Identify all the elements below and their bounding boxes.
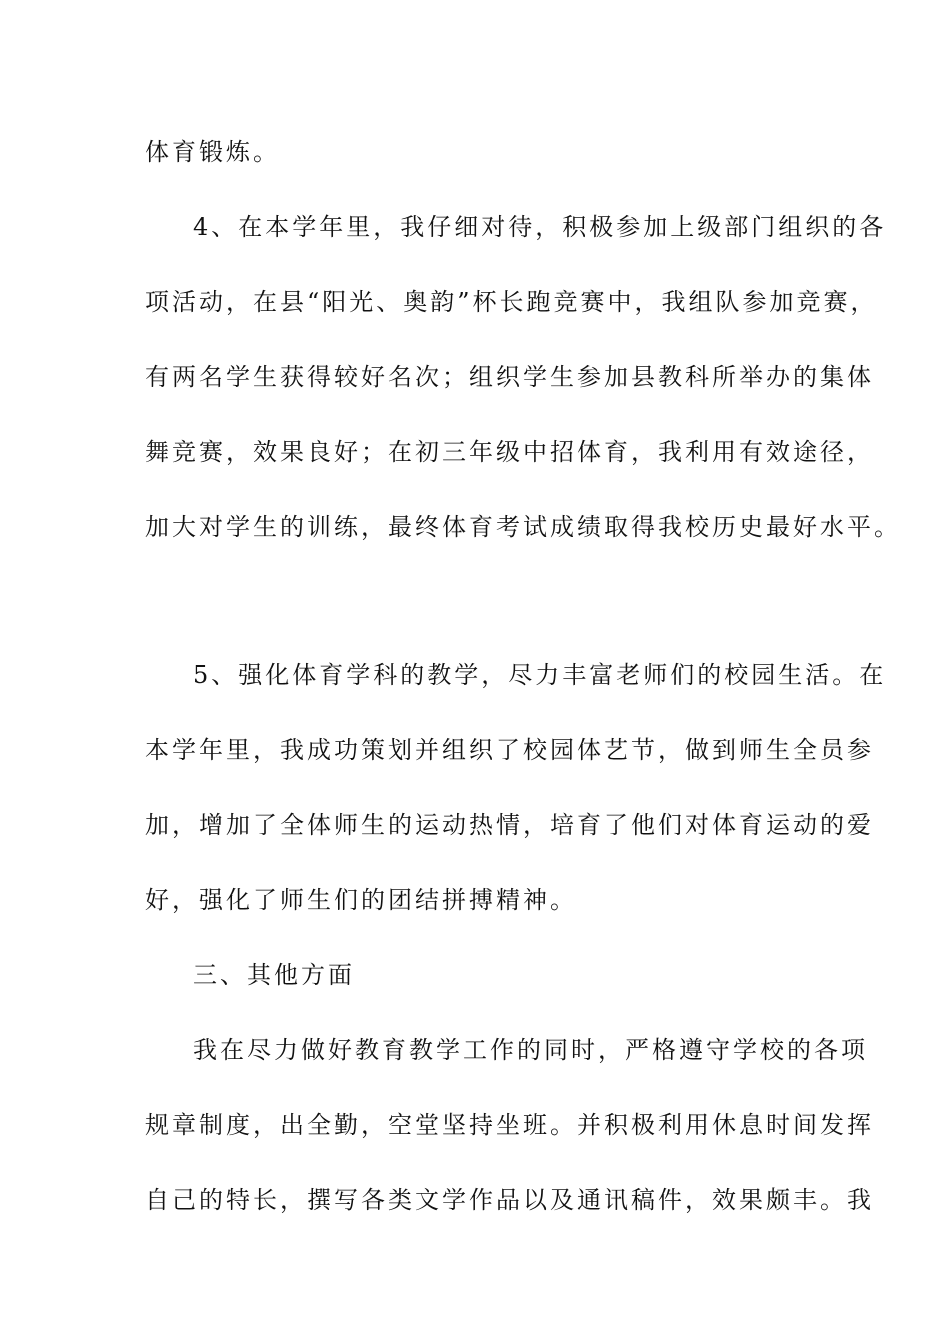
text-line: 自己的特长，撰写各类文学作品以及通讯稿件，效果颇丰。我 (145, 1186, 874, 1214)
paragraph-4-line: 4、在本学年里，我仔细对待，积极参加上级部门组织的各 (193, 213, 887, 241)
text-line: 项活动，在县“阳光、奥韵”杯长跑竞赛中，我组队参加竞赛， (145, 288, 878, 316)
paragraph-5-line: 5、强化体育学科的教学，尽力丰富老师们的校园生活。在 (193, 661, 887, 689)
text-line: 有两名学生获得较好名次；组织学生参加县教科所举办的集体 (145, 363, 874, 391)
text-line: 体育锻炼。 (145, 138, 280, 166)
paragraph-other-line: 我在尽力做好教育教学工作的同时，严格遵守学校的各项 (193, 1036, 868, 1064)
text-line: 好，强化了师生们的团结拼搏精神。 (145, 886, 577, 914)
text-line: 加大对学生的训练，最终体育考试成绩取得我校历史最好水平。 (145, 513, 901, 541)
text-line: 加，增加了全体师生的运动热情，培育了他们对体育运动的爱 (145, 811, 874, 839)
section-heading: 三、其他方面 (193, 961, 355, 989)
text-line: 本学年里，我成功策划并组织了校园体艺节，做到师生全员参 (145, 736, 874, 764)
text-line: 规章制度，出全勤，空堂坚持坐班。并积极利用休息时间发挥 (145, 1111, 874, 1139)
text-line: 舞竞赛，效果良好；在初三年级中招体育，我利用有效途径， (145, 438, 874, 466)
